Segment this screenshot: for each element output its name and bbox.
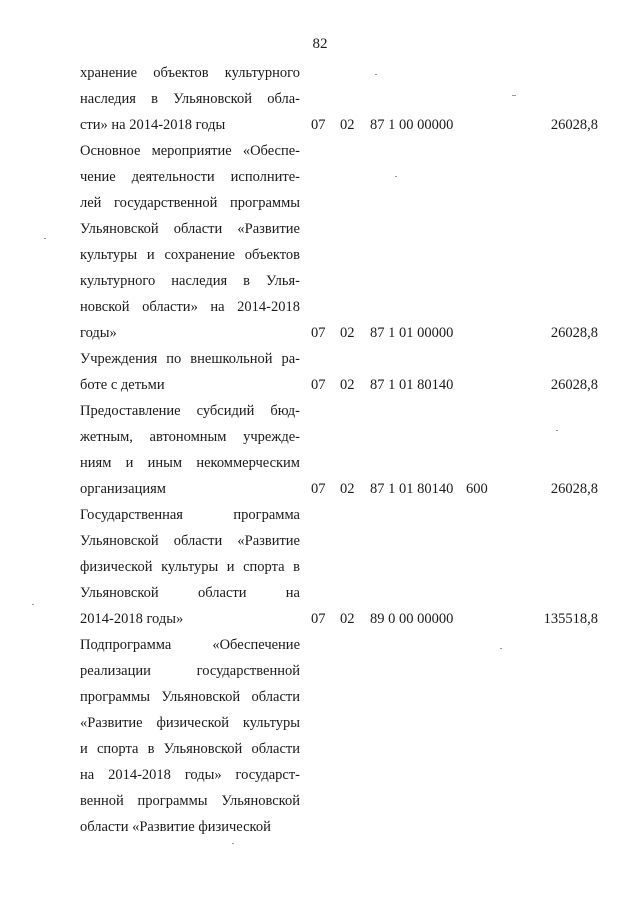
- amount-cell: 26028,8: [550, 325, 598, 341]
- amount-cell: 135518,8: [543, 611, 598, 627]
- amount-cell: 26028,8: [550, 377, 598, 393]
- expense-type-code-cell: 600: [466, 481, 488, 497]
- row-name-line: жетным, автономным учрежде-: [80, 429, 300, 445]
- scan-speck: [556, 430, 558, 431]
- subsection-code-cell: 02: [340, 117, 355, 133]
- row-name-line: венной программы Ульяновской: [80, 793, 300, 809]
- section-code-cell: 07: [311, 325, 326, 341]
- row-name-line: новской области» на 2014-2018: [80, 299, 300, 315]
- row-name-line: культурного наследия в Улья-: [80, 273, 300, 289]
- row-name-line: Государственная программа: [80, 507, 300, 523]
- row-name-line: организациям: [80, 481, 166, 497]
- row-name-line: 2014-2018 годы»: [80, 611, 184, 627]
- scan-speck: [232, 843, 234, 844]
- section-code-cell: 07: [311, 117, 326, 133]
- row-name-line: культуры и сохранение объектов: [80, 247, 300, 263]
- row-name-line: Подпрограмма «Обеспечение: [80, 637, 300, 653]
- row-name-line: Основное мероприятие «Обеспе-: [80, 143, 300, 159]
- row-name-line: физической культуры и спорта в: [80, 559, 300, 575]
- scan-speck: [44, 238, 46, 239]
- row-name-line: Ульяновской области «Развитие: [80, 221, 300, 237]
- amount-cell: 26028,8: [550, 117, 598, 133]
- row-name-line: Учреждения по внешкольной ра-: [80, 351, 300, 367]
- row-name-line: сти» на 2014-2018 годы: [80, 117, 226, 133]
- row-name-line: на 2014-2018 годы» государст-: [80, 767, 300, 783]
- section-code-cell: 07: [311, 377, 326, 393]
- scan-speck: [512, 95, 516, 96]
- row-name-line: программы Ульяновской области: [80, 689, 300, 705]
- scan-speck: [395, 176, 397, 177]
- row-name-line: чение деятельности исполните-: [80, 169, 300, 185]
- page-number: 82: [312, 36, 328, 52]
- row-name-line: лей государственной программы: [80, 195, 300, 211]
- row-name-line: и спорта в Ульяновской области: [80, 741, 300, 757]
- target-article-code-cell: 87 1 00 00000: [370, 117, 454, 133]
- row-name-line: ниям и иным некоммерческим: [80, 455, 300, 471]
- scan-speck: [500, 648, 502, 649]
- row-name-line: Ульяновской области «Развитие: [80, 533, 300, 549]
- amount-cell: [500, 814, 598, 840]
- target-article-code-cell: 87 1 01 80140: [370, 377, 454, 393]
- row-name-line: годы»: [80, 325, 117, 341]
- row-name-line: наследия в Ульяновской обла-: [80, 91, 300, 107]
- target-article-code-cell: 89 0 00 00000: [370, 611, 454, 627]
- section-code-cell: 07: [311, 481, 326, 497]
- subsection-code-cell: 02: [340, 481, 355, 497]
- scan-speck: [375, 74, 377, 75]
- scan-speck: [32, 604, 34, 605]
- target-article-code-cell: 87 1 01 80140: [370, 481, 454, 497]
- target-article-code-cell: 87 1 01 00000: [370, 325, 454, 341]
- subsection-code-cell: 02: [340, 325, 355, 341]
- row-name-line: области «Развитие физической: [80, 819, 271, 835]
- subsection-code-cell: 02: [340, 377, 355, 393]
- row-name-line: боте с детьми: [80, 377, 165, 393]
- row-name-line: хранение объектов культурного: [80, 65, 300, 81]
- section-code-cell: 07: [311, 611, 326, 627]
- subsection-code-cell: 02: [340, 611, 355, 627]
- row-name-line: реализации государственной: [80, 663, 300, 679]
- amount-cell: 26028,8: [550, 481, 598, 497]
- row-name-line: «Развитие физической культуры: [80, 715, 300, 731]
- row-name-line: Предоставление субсидий бюд-: [80, 403, 300, 419]
- row-name-line: Ульяновской области на: [80, 585, 300, 601]
